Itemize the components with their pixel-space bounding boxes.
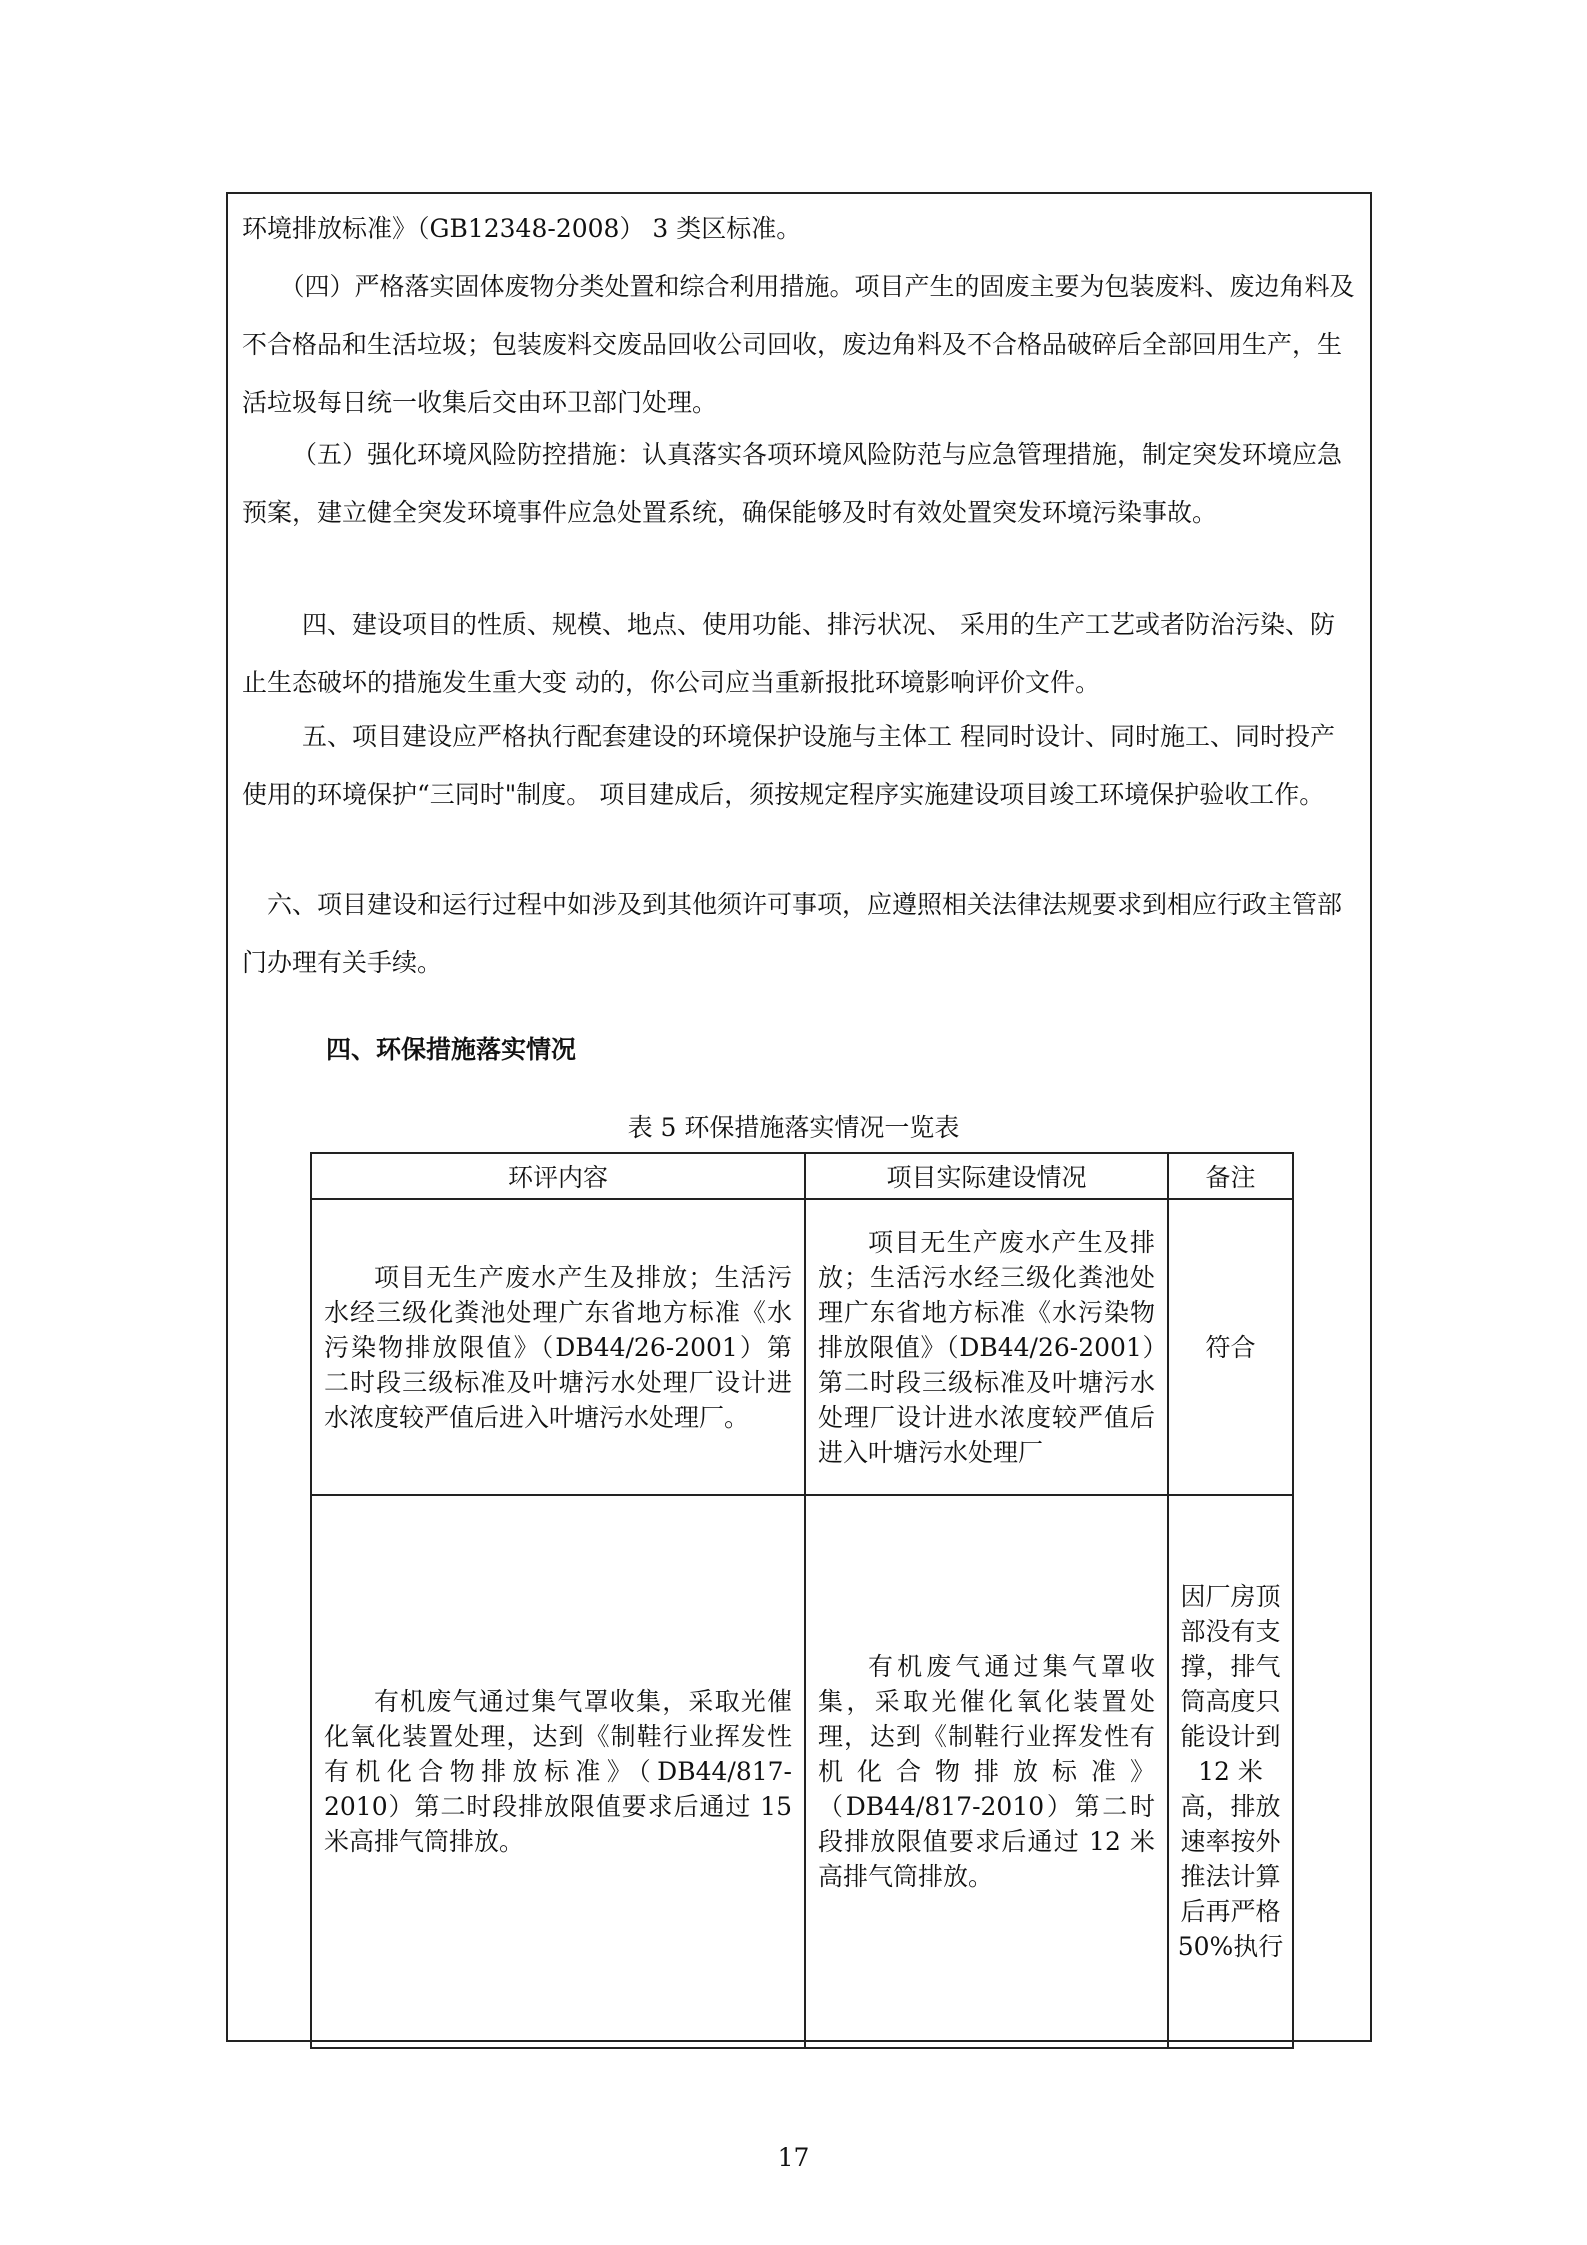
header-actual: 项目实际建设情况 bbox=[805, 1153, 1168, 1199]
paragraph-permits: 六、项目建设和运行过程中如涉及到其他须许可事项，应遵照相关法律法规要求到相应行政主管部门办理有关手续。 bbox=[242, 890, 1343, 977]
table-row bbox=[311, 1199, 1293, 1495]
header-eia: 环评内容 bbox=[311, 1153, 805, 1199]
paragraph-noise-standard: 环境排放标准》（GB12348-2008） 3 类区标准。 bbox=[242, 214, 802, 243]
header-remark: 备注 bbox=[1168, 1153, 1293, 1199]
cell-actual: 有机废气通过集气罩收集，采取光催化氧化装置处理，达到《制鞋行业挥发性有机化合物排放标准》（DB44/817-2010）第二时段排放限值要求后通过 12 米高排气筒排放。 bbox=[805, 1495, 1168, 2048]
paragraph-major-change: 四、建设项目的性质、规模、地点、使用功能、排污状况、 采用的生产工艺或者防治污染、防止生态破坏的措施发生重大变 动的，你公司应当重新报批环境影响评价文件。 bbox=[242, 610, 1335, 697]
paragraph-risk-control: （五）强化环境风险防控措施：认真落实各项环境风险防范与应急管理措施，制定突发环境应急预案，建立健全突发环境事件应急处置系统，确保能够及时有效处置突发环境污染事故。 bbox=[242, 440, 1343, 527]
section-heading: 四、环保措施落实情况 bbox=[326, 1035, 577, 1064]
page-number: 17 bbox=[777, 2143, 810, 2172]
paragraph-three-simultaneous: 五、项目建设应严格执行配套建设的环境保护设施与主体工 程同时设计、同时施工、同时投产使用的环境保护“三同时"制度。 项目建成后，须按规定程序实施建设项目竣工环境保护验收工作。 bbox=[242, 722, 1335, 809]
cell-remark: 符合 bbox=[1168, 1199, 1293, 1495]
cell-eia: 项目无生产废水产生及排放；生活污水经三级化粪池处理广东省地方标准《水污染物排放限值》（DB44/26-2001）第二时段三级标准及叶塘污水处理厂设计进水浓度较严值后进入叶塘污水处理厂。 bbox=[311, 1199, 805, 1495]
cell-eia: 有机废气通过集气罩收集，采取光催化氧化装置处理，达到《制鞋行业挥发性有机化合物排放标准》（DB44/817-2010）第二时段排放限值要求后通过 15 米高排气筒排放。 bbox=[311, 1495, 805, 2048]
table-row bbox=[311, 1495, 1293, 2048]
table-caption: 表 5 环保措施落实情况一览表 bbox=[627, 1113, 960, 1142]
measures-table bbox=[310, 1152, 1294, 2049]
table-header-row bbox=[311, 1153, 1293, 1199]
paragraph-solid-waste: （四）严格落实固体废物分类处置和综合利用措施。项目产生的固废主要为包装废料、废边角料及不合格品和生活垃圾；包装废料交废品回收公司回收，废边角料及不合格品破碎后全部回用生产，生活垃圾每日统一收集后交由环卫部门处理。 bbox=[242, 272, 1355, 417]
cell-actual: 项目无生产废水产生及排放；生活污水经三级化粪池处理广东省地方标准《水污染物排放限值》（DB44/26-2001）第二时段三级标准及叶塘污水处理厂设计进水浓度较严值后进入叶塘污水处理厂 bbox=[805, 1199, 1168, 1495]
cell-remark: 因厂房顶部没有支撑，排气筒高度只能设计到 12 米高，排放速率按外推法计算后再严格 50%执行 bbox=[1168, 1495, 1293, 2048]
